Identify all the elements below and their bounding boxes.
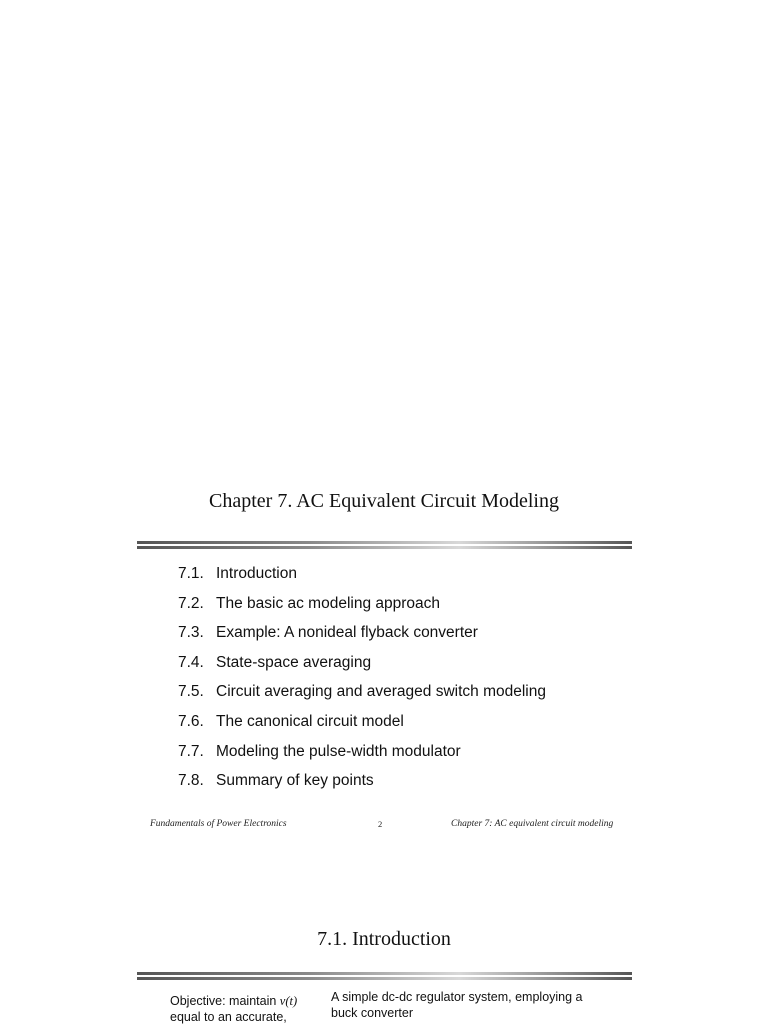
toc-item-label: State-space averaging <box>216 653 372 671</box>
figure-caption <box>331 989 583 1021</box>
toc-item-number: 7.7. <box>178 742 204 760</box>
objective-text <box>170 993 297 1025</box>
section-title: 7.1. Introduction <box>317 928 451 950</box>
toc-item-label: The basic ac modeling approach <box>216 594 441 612</box>
toc-item-label: Summary of key points <box>216 772 374 790</box>
toc-item <box>178 652 546 682</box>
toc-item-label: Circuit averaging and averaged switch modeling <box>216 683 546 701</box>
toc-item-number: 7.2. <box>178 594 204 612</box>
objective-prefix: Objective: maintain <box>170 994 280 1008</box>
caption-line-1: A simple dc-dc regulator system, employing a <box>331 990 583 1004</box>
footer-chapter-title: Chapter 7: AC equivalent circuit modeling <box>451 819 614 829</box>
toc-item-label: The canonical circuit model <box>216 712 404 730</box>
objective-variable: v(t) <box>279 994 298 1008</box>
toc-item <box>178 593 546 623</box>
toc-item <box>178 563 546 593</box>
toc-item-label: Modeling the pulse-width modulator <box>216 742 461 760</box>
table-of-contents <box>178 563 546 800</box>
toc-item <box>178 741 546 771</box>
toc-item-number: 7.1. <box>178 565 204 582</box>
toc-item <box>178 770 546 800</box>
footer-page-number: 2 <box>378 819 383 829</box>
objective-line-2: equal to an accurate, <box>170 1010 287 1024</box>
toc-item-label: Introduction <box>216 565 297 582</box>
toc-item-label: Example: A nonideal flyback converter <box>216 624 478 642</box>
section-divider <box>137 972 632 981</box>
toc-item <box>178 681 546 711</box>
toc-item-number: 7.6. <box>178 712 204 730</box>
toc-item <box>178 622 546 652</box>
toc-item-number: 7.4. <box>178 653 204 671</box>
toc-item-number: 7.8. <box>178 772 204 790</box>
objective-line-1 <box>170 993 297 1009</box>
toc-item-number: 7.5. <box>178 683 204 701</box>
title-divider <box>137 541 632 550</box>
footer-book-title: Fundamentals of Power Electronics <box>150 819 287 829</box>
chapter-title: Chapter 7. AC Equivalent Circuit Modeling <box>209 490 559 512</box>
toc-item <box>178 711 546 741</box>
toc-item-number: 7.3. <box>178 624 204 642</box>
caption-line-2: buck converter <box>331 1006 413 1020</box>
